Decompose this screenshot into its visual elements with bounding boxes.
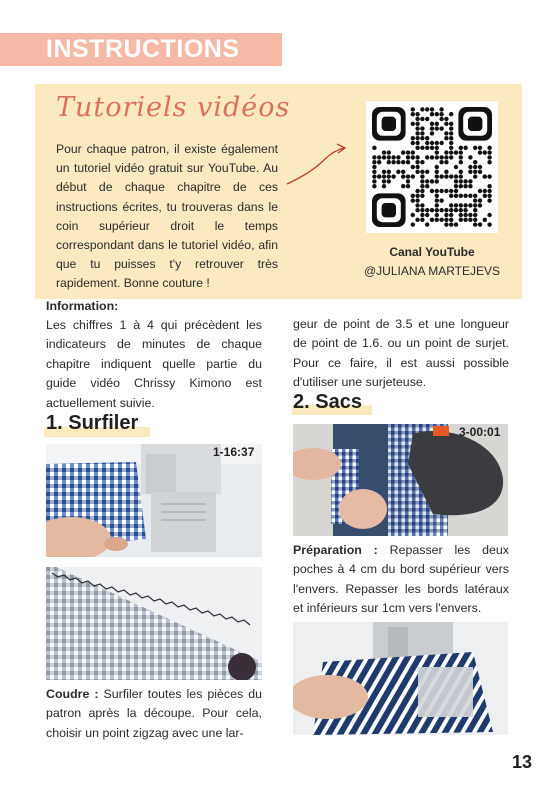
information-label: Information: (46, 299, 119, 313)
qr-code[interactable] (366, 101, 498, 233)
stitch-settings-text: geur de point de 3.5 et une longueur de point de 1.6. ou un point de surjet. Pour ce faire, il est aussi possible d'utiliser une surjeteuse. (293, 317, 509, 390)
section-title-surfiler: 1. Surfiler (46, 412, 139, 434)
tutorial-heading: Tutoriels vidéos (56, 92, 291, 123)
page-number: 13 (511, 752, 532, 772)
photo-ironing-pockets (293, 424, 508, 536)
sew-label: Coudre : (46, 687, 99, 701)
qr-code-icon (372, 107, 492, 227)
preparation-label: Préparation : (293, 543, 378, 557)
preparation-text: Repasser les deux poches à 4 cm du bord supérieur vers l'envers. Repasser les bords latéraux et inférieurs sur 1cm vers l'envers. (293, 543, 509, 616)
curved-arrow-icon (284, 140, 350, 188)
youtube-channel-label: Canal YouTube (389, 245, 475, 259)
video-timestamp: 3-00:01 (459, 425, 501, 439)
video-timestamp: 1-16:37 (213, 445, 255, 459)
sew-text: Surfiler toutes les pièces du patron après la découpe. Pour cela, choisir un point zigzag avec une lar- (46, 687, 263, 740)
information-text: Les chiffres 1 à 4 qui précèdent les indicateurs de minutes de chaque chapitre indiquent quelle partie du guide vidéo Chrissy Kimono est actuellement suivie. (46, 318, 262, 410)
preparation-instruction (293, 541, 509, 619)
photo-overlock-stitching (46, 444, 262, 557)
sew-instruction (46, 685, 262, 743)
page-title: INSTRUCTIONS (46, 35, 240, 63)
tutorial-text: Pour chaque patron, il existe également un tutoriel vidéo gratuit sur YouTube. Au début de chaque chapitre de ces instructions écrites, tu trouveras dans le coin supérieur droit le temps correspondant dans le tutoriel vidéo, afin que tu puisses t'y retrouver très rapidement. Bonne couture ! (56, 142, 278, 291)
photo-zigzag-edge (46, 567, 262, 680)
section-title-sacs: 2. Sacs (293, 391, 362, 413)
youtube-channel-handle: @JULIANA MARTEJEVS (364, 264, 500, 278)
photo-sewing-pocket (293, 622, 508, 735)
